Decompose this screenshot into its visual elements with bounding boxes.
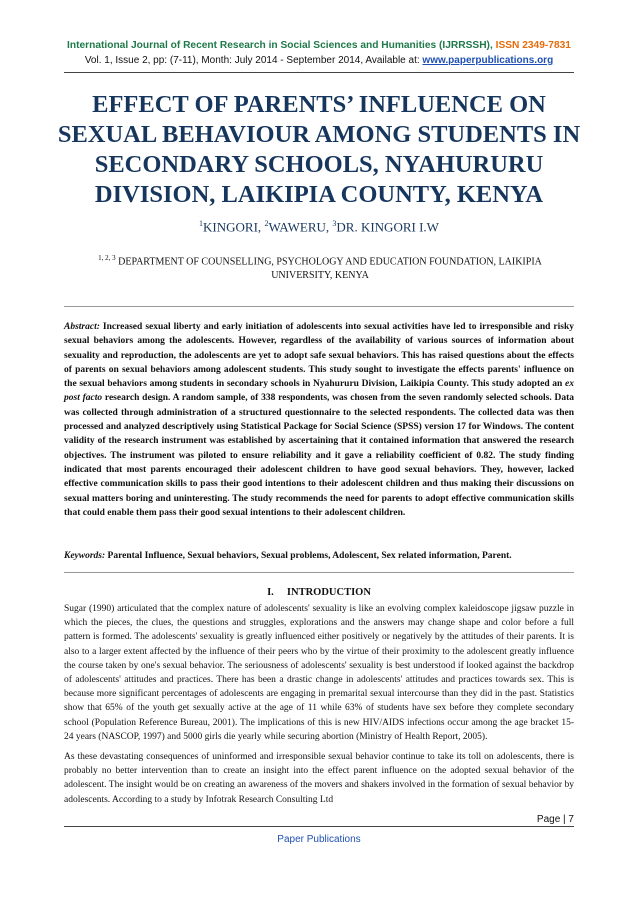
intro-paragraph-2: As these devastating consequences of uninformed and irresponsible sexual behavior continue to take its toll on adolescents, there is probably no better intervention than to create an insight into the effect parent influence on the adopted sexual behavior of the adolescent. The insight would be on creating an awareness of the movers and shakers involved in the formation of sexual behavior by adolescents. According to a study by Infotrak Research Consulting Ltd — [64, 752, 574, 805]
journal-name: International Journal of Recent Research in Social Sciences and Humanities (IJRRSSH), — [67, 40, 496, 51]
abstract-italic-term: ex post facto — [64, 379, 574, 404]
abstract-bottom-rule — [64, 572, 574, 573]
author-1-number: 1 — [199, 219, 204, 228]
abstract-text-2: research design. A random sample, of 338 respondents, was chosen from the seven randomly selected schools. Data was collected through administration of a structured questionnaire to the selected respondents. The collected data was then processed and analyzed descriptively using Statistical Package for Social Science (SPSS) version 17 for Windows. The content validity of the research instrument was established by ascertaining that it contained information that answered the research objectives. The instrument was piloted to ensure reliability and it gave a reliability coefficient of 0.82. The study finding indicated that most parents encouraged their adolescent children to have good sexual behaviors. They, however, lacked effective communication skills to pass their good intentions to their adolescent children and thus making their discussions on sexual matters boring and uninteresting. The study recommends the need for parents to adopt effective communication skills that could enable them pass their good sexual intentions to their adolescent children. — [64, 393, 574, 518]
abstract-label: Abstract: — [64, 322, 100, 332]
paper-title: EFFECT OF PARENTS’ INFLUENCE ON SEXUAL BEHAVIOUR AMONG STUDENTS IN SECONDARY SCHOOLS, NYAHURURU DIVISION, LAIKIPIA COUNTY, KENYA — [57, 91, 581, 208]
author-3-number: 3 — [332, 219, 337, 228]
page-number: Page | 7 — [536, 814, 574, 825]
author-line — [0, 219, 638, 235]
abstract — [64, 320, 574, 520]
author-2-number: 2 — [264, 219, 269, 228]
journal-header — [0, 40, 638, 51]
affiliation — [80, 251, 560, 283]
author-3-name: DR. KINGORI I.W — [336, 219, 439, 235]
website-link[interactable]: www.paperpublications.org — [422, 55, 554, 66]
affiliation-numbers: 1, 2, 3 — [98, 254, 116, 262]
issn: ISSN 2349-7831 — [495, 40, 571, 51]
author-1-name: KINGORI, — [203, 219, 265, 235]
volume-info: Vol. 1, Issue 2, pp: (7-11), Month: July 2014 - September 2014, Available at: — [84, 55, 423, 66]
abstract-text-1: Increased sexual liberty and early initiation of adolescents into sexual activities have led to irresponsible and risky sexual behaviors among the adolescents. However, regardless of the availability of various sources of information about sexuality and reproduction, the adolescents are yet to adopt safe sexual behaviors. This has raised questions about the effects of parents on sexual behaviors among adolescent students. This study sought to investigate the effects parents' influence on the sexual behaviors among students in secondary schools in Nyahururu Division, Laikipia County. This study adopted an — [64, 322, 574, 390]
keywords-text: Parental Influence, Sexual behaviors, Sexual problems, Adolescent, Sex related information, Parent. — [105, 551, 512, 561]
section-heading-introduction: I. INTRODUCTION — [267, 587, 371, 598]
author-2-name: WAWERU, — [268, 219, 333, 235]
publisher-footer: Paper Publications — [277, 834, 361, 845]
intro-paragraph-1: Sugar (1990) articulated that the complex nature of adolescents' sexuality is like an evolving complex kaleidoscope jigsaw puzzle in which the pieces, the clues, the questions and struggles, explorations and the answers may change shape and color before a full pattern is formed. The adolescents' sexuality is greatly influenced either positively or negatively by the attitudes of their parents. It is also to a larger extent affected by the influence of their peers who by the virtue of their proximity to the adolescent greatly influence the course taken by one's sexual behavior. The seriousness of adolescents' sexuality is best understood if looked against the backdrop of adolescents' attitudes and practices. There has been a drastic change in adolescents' attitudes and practices towards sex. This is because more significant percentages of adolescents are engaging in premarital sexual intercourse than they did in the past. Statistics show that 65% of the youth get sexually active at the age of 11 while 63% of students have sex before they complete secondary school (Population Reference Bureau, 2001). The implications of this is new HIV/AIDS infections occur among the age bracket 15-24 years (NASCOP, 1997) and 5000 girls die yearly while securing abortion (Ministry of Health Report, 2005). — [64, 604, 574, 742]
keywords — [64, 551, 584, 561]
abstract-top-rule — [64, 306, 574, 307]
footer-rule — [64, 826, 574, 827]
affiliation-text: DEPARTMENT OF COUNSELLING, PSYCHOLOGY AND EDUCATION FOUNDATION, LAIKIPIA UNIVERSITY, KENYA — [115, 256, 542, 282]
keywords-label: Keywords: — [64, 551, 106, 561]
volume-line — [0, 55, 638, 66]
header-rule — [64, 72, 574, 73]
